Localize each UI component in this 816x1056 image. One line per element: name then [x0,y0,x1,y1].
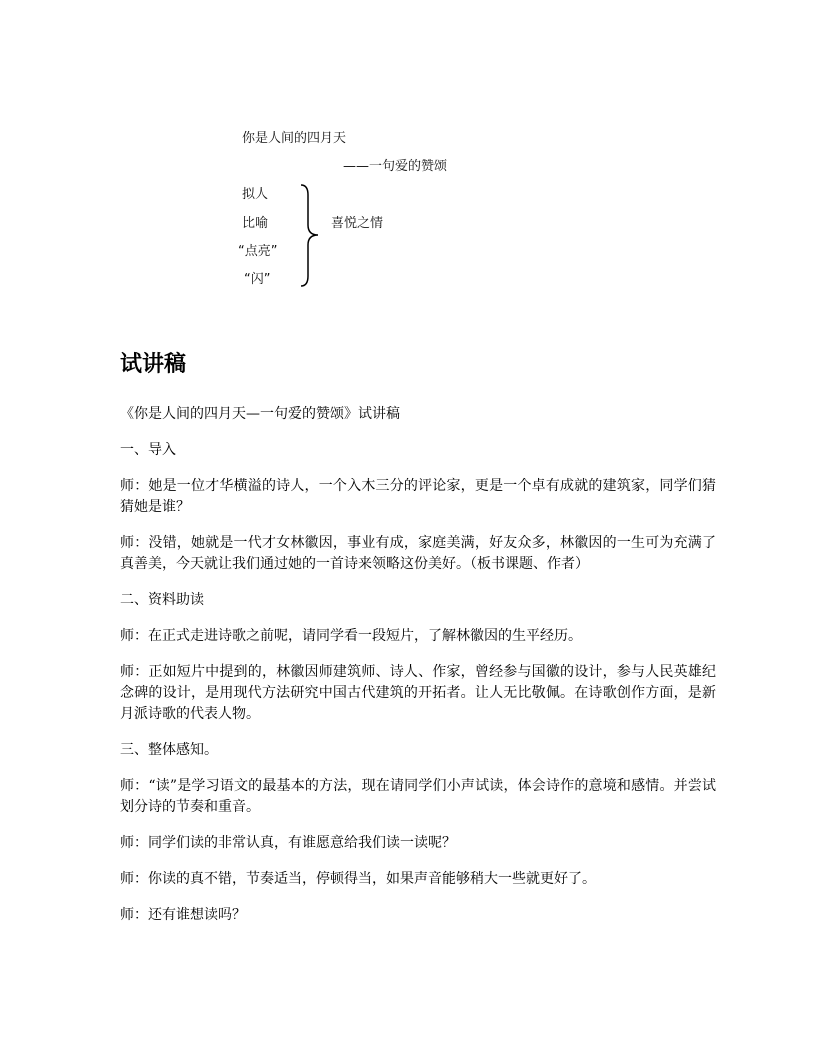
document-title: 《你是人间的四月天—一句爱的赞颂》试讲稿 [120,406,400,422]
diagram-item-light-up: “点亮” [238,244,278,259]
section-perception-heading: 三、整体感知。 [120,742,218,758]
paragraph: 师：她是一位才华横溢的诗人，一个入木三分的评论家，更是一个卓有成就的建筑家，同学们猜猜她是谁？ [120,478,716,515]
paragraph: 师：正如短片中提到的，林徽因师建筑师、诗人、作家，曾经参与国徽的设计，参与人民英雄纪念碑的设计，是用现代方法研究中国古代建筑的开拓者。让人无比敬佩。在诗歌创作方面，是新月派诗歌的代表人物。 [120,664,716,722]
paragraph: 师：没错，她就是一代才女林徽因，事业有成，家庭美满，好友众多，林徽因的一生可为充满了真善美，今天就让我们通过她的一首诗来领略这份美好。（板书课题、作者） [120,535,716,572]
diagram-item-personification: 拟人 [242,187,269,202]
lecture-body [120,404,716,941]
curly-brace-icon [298,183,324,288]
paragraph: 师：你读的真不错，节奏适当，停顿得当，如果声音能够稍大一些就更好了。 [120,871,596,887]
diagram-item-metaphor: 比喻 [242,216,269,231]
section-intro-heading: 一、导入 [120,442,176,458]
paragraph: 师：“读”是学习语文的最基本的方法，现在请同学们小声试读，体会诗作的意境和感情。并尝试划分诗的节奏和重音。 [120,778,716,815]
section-materials-heading: 二、资料助读 [120,592,204,608]
diagram-summary: 喜悦之情 [331,216,384,231]
paragraph: 师：同学们读的非常认真，有谁愿意给我们读一读呢？ [120,835,456,851]
diagram-item-flash: “闪” [244,272,271,287]
diagram-subtitle: ——一句爱的赞颂 [343,159,448,174]
paragraph: 师：还有谁想读吗？ [120,907,246,923]
paragraph: 师：在正式走进诗歌之前呢，请同学看一段短片，了解林徽因的生平经历。 [120,628,582,644]
page-title: 试讲稿 [120,352,187,377]
diagram-title: 你是人间的四月天 [242,131,347,146]
